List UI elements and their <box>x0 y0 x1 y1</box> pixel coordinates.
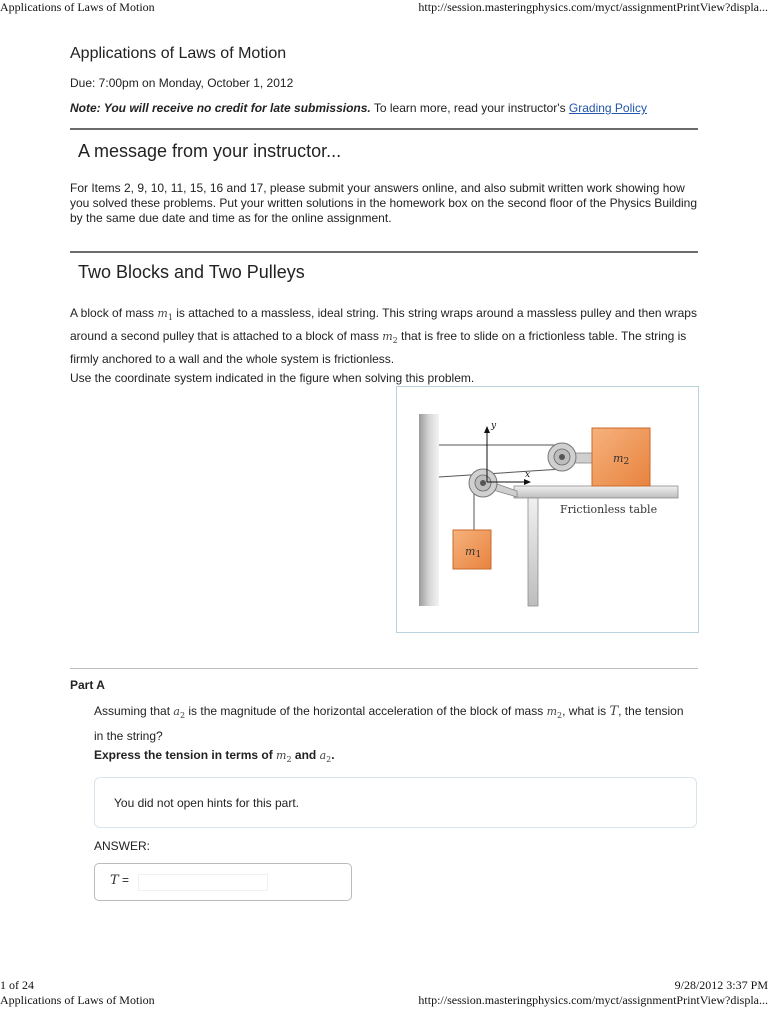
express-instruction: Express the tension in terms of $m_2$ and $a_2$. <box>94 748 335 765</box>
question-text: Assuming that <box>94 704 174 718</box>
math-m2: $m_2$ <box>276 749 292 765</box>
math-m2: $m_2$ <box>382 330 398 346</box>
print-footer <box>0 978 768 994</box>
question-text: , what is <box>562 704 610 718</box>
problem-text: that is free to slide on a frictionless table. The string is firmly anchored to a wall and the whole system is frictionless. <box>70 329 687 367</box>
grading-policy-link[interactable]: Grading Policy <box>568 101 647 115</box>
print-header-next-page <box>0 993 768 1009</box>
table-leg <box>528 498 538 606</box>
string-lower <box>439 469 562 477</box>
hint-text: You did not open hints for this part. <box>114 796 300 810</box>
problem-heading: Two Blocks and Two Pulleys <box>78 262 305 282</box>
math-a2: $a_2$ <box>173 705 186 721</box>
instructor-message-body: For Items 2, 9, 10, 11, 15, 16 and 17, please submit your answers online, and also submit written work showing how you solved these problems. Put your written solutions in the homework box on the second floor of the Physics Building by the same due date and time as for the online assignment. <box>70 181 698 225</box>
problem-text: is attached to a massless, ideal string. This string wraps around a massless pulley and then wraps around a second pulley that is attached to a block of mass <box>70 306 697 344</box>
print-header-title: Applications of Laws of Motion <box>0 0 155 14</box>
next-page-url: http://session.masteringphysics.com/myct/assignmentPrintView?displa... <box>418 993 768 1007</box>
print-timestamp: 9/28/2012 3:37 PM <box>674 978 768 992</box>
pulley-figure <box>396 386 699 633</box>
question-text: is the magnitude of the horizontal acceleration of the block of mass <box>185 704 547 718</box>
hint-box <box>94 777 697 828</box>
pulley-diagram <box>397 387 698 632</box>
answer-box <box>94 863 352 901</box>
problem-statement <box>70 304 698 369</box>
late-note-bold: Note: You will receive no credit for late submissions. <box>70 101 371 115</box>
math-m2: $m_2$ <box>546 705 563 721</box>
tension-answer-input[interactable] <box>138 874 268 891</box>
math-a2: $a_2$ <box>319 749 332 765</box>
m1-label: m1 <box>465 545 482 560</box>
part-a-question <box>94 701 694 746</box>
x-axis-label: x <box>525 470 531 480</box>
part-a-label: Part A <box>70 678 105 692</box>
print-header-url: http://session.masteringphysics.com/myct/assignmentPrintView?displa... <box>418 0 768 14</box>
section-divider <box>70 251 698 253</box>
late-note <box>70 101 647 115</box>
wall <box>419 414 439 606</box>
assignment-title: Applications of Laws of Motion <box>70 45 287 62</box>
table-label: Frictionless table <box>560 503 658 516</box>
y-axis-label: y <box>491 421 497 431</box>
coordinate-note: Use the coordinate system indicated in the figure when solving this problem. <box>70 371 475 385</box>
problem-text: A block of mass <box>70 306 158 320</box>
answer-label: ANSWER: <box>94 839 151 853</box>
next-page-title: Applications of Laws of Motion <box>0 993 155 1007</box>
table-top <box>514 486 678 498</box>
math-T: T <box>609 704 619 719</box>
part-divider <box>70 668 698 669</box>
print-header <box>0 0 768 16</box>
due-date: Due: 7:00pm on Monday, October 1, 2012 <box>70 76 294 90</box>
question-text: , the tension in the string? <box>94 704 684 744</box>
late-note-text: To learn more, read your instructor's <box>370 101 569 115</box>
instructor-message-heading: A message from your instructor... <box>78 141 342 161</box>
m2-label: m2 <box>613 452 630 467</box>
section-divider <box>70 128 698 130</box>
page-count: 1 of 24 <box>0 978 34 992</box>
math-m1: $m_1$ <box>157 307 173 323</box>
answer-var-label: T = <box>110 873 130 888</box>
